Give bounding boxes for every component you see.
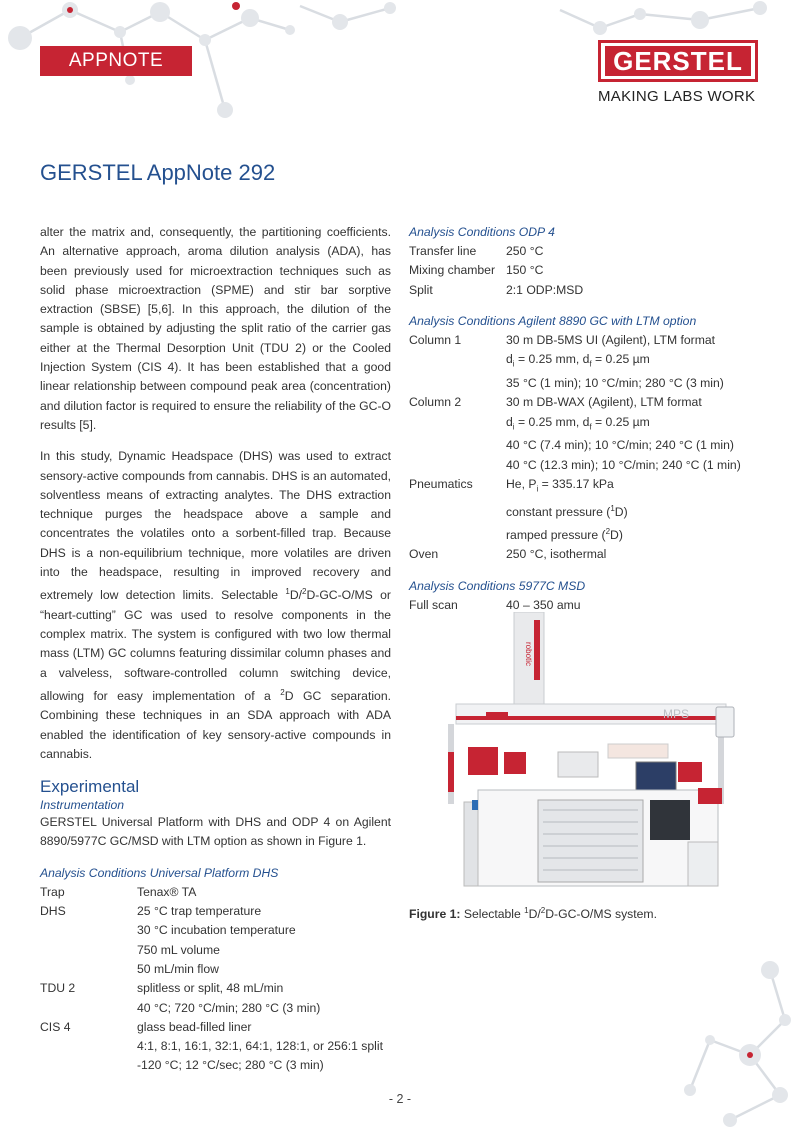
mps-label: MPS (663, 707, 690, 721)
condition-row (40, 902, 391, 921)
condition-key (40, 1037, 137, 1056)
condition-value: 250 °C (506, 244, 544, 258)
pneumatics-ramped: ramped pressure ($^2$D) (506, 526, 623, 542)
pneumatics-row: Pneumatics He, $P_i = 335.17$ kPa (409, 476, 614, 494)
condition-row (40, 999, 391, 1018)
instrument-photo (428, 612, 750, 902)
odp-conditions-title: Analysis Conditions ODP 4 (409, 225, 555, 239)
condition-key: Transfer line (409, 244, 477, 258)
column2-program-2: 40 °C (12.3 min); 10 °C/min; 240 °C (1 min) (506, 457, 741, 472)
column1-dims: $d_i = 0.25$ mm, $d_f = 0.25$ µm (506, 352, 650, 369)
document-title: GERSTEL AppNote 292 (40, 160, 276, 185)
condition-key (40, 960, 137, 979)
condition-key: Mixing chamber (409, 263, 496, 278)
condition-row (40, 960, 391, 979)
condition-key: Trap (40, 884, 65, 899)
condition-key: DHS (40, 904, 66, 919)
column2-program-1: 40 °C (7.4 min); 10 °C/min; 240 °C (1 min) (506, 438, 734, 453)
condition-key (40, 999, 137, 1018)
logo-tagline: MAKING LABS WORK (598, 88, 756, 105)
condition-row (409, 261, 769, 280)
paragraph-intro: alter the matrix and, consequently, the partitioning coefficients. An alternative approach, aroma dilution analysis (ADA), has been previously used for microextraction techniques such as solid phase microextraction (SPME) and stir bar sorptive extraction (SBSE) [5,6]. In this approach, the dilution of the sample is obtained by adjusting the split ratio of the carrier gas either at the Thermal Desorption Unit (TDU 2) or the Cooled Injection System (CIS 4). It has been established that a good linear relationship between compound peak area (concentration) and dilution factor is required to ensure the reliability of the GC-O results [5]. (40, 225, 391, 432)
pneumatics-constant: constant pressure ($^1$D) (506, 503, 628, 519)
figure-caption: Figure 1: Selectable $^1$D/$^2$D-GC-O/MS system. (409, 906, 657, 922)
condition-value: 750 mL volume (137, 942, 220, 957)
condition-key: Split (409, 282, 433, 297)
condition-row (40, 1037, 391, 1056)
condition-row (40, 941, 391, 960)
right-column (409, 223, 769, 615)
full-scan-row: Full scan 40 – 350 amu (409, 597, 581, 612)
robotic-label: robotic (524, 642, 533, 667)
condition-row (40, 979, 391, 998)
condition-value: 4:1, 8:1, 16:1, 32:1, 64:1, 128:1, or 256:1 split (137, 1039, 383, 1054)
odp-conditions-table (409, 242, 769, 300)
condition-value: 25 °C trap temperature (137, 904, 262, 919)
condition-value: 30 °C incubation temperature (137, 923, 296, 938)
condition-value: Tenax® TA (137, 884, 197, 899)
condition-row (40, 1056, 391, 1075)
left-column (40, 223, 391, 1076)
condition-row (409, 281, 769, 300)
condition-key (40, 941, 137, 960)
condition-key (40, 1056, 137, 1075)
condition-row (40, 883, 391, 902)
experimental-heading: Experimental (40, 777, 140, 797)
up-conditions-table (40, 883, 391, 1076)
condition-row (40, 1018, 391, 1037)
condition-row (409, 242, 769, 261)
condition-value: -120 °C; 12 °C/sec; 280 °C (3 min) (137, 1058, 324, 1073)
paragraph-study: In this study, Dynamic Headspace (DHS) was used to extract sensory-active compounds from cannabis. DHS is an automated, solventless means of extracting analytes. The DHS extraction technique purges the headspace above a sample and concentrates the volatiles onto a sorbent-filled trap. Because DHS is a non-equilibrium technique, more volatiles are driven into the headspace, resulting in improved recovery and extremely low detection limits. Selectable $^1$D/$^2$D-GC-O/MS or “heart-cutting” GC was used to resolve components in the complex matrix. The system is configured with two low thermal mass (LTM) GC columns featuring dissimilar column phases and a valveless, software-controlled column switching device, allowing for easy implementation of a $^2$D GC separation. Combining these techniques in an SDA approach with ADA enabled the identification of key sensory-active compounds in cannabis. (40, 449, 391, 761)
column2-row: Column 2 30 m DB-WAX (Agilent), LTM format (409, 395, 702, 410)
logo-text: GERSTEL (605, 46, 751, 76)
msd-conditions-title: Analysis Conditions 5977C MSD (409, 578, 586, 593)
column2-dims: $d_i = 0.25$ mm, $d_f = 0.25$ µm (506, 414, 650, 431)
condition-value: splitless or split, 48 mL/min (137, 981, 284, 996)
condition-row (40, 921, 391, 940)
page-number: - 2 - (388, 1092, 412, 1106)
gc-conditions-title: Analysis Conditions Agilent 8890 GC with LTM option (409, 313, 697, 328)
gerstel-logo (598, 40, 758, 82)
condition-value: 2:1 ODP:MSD (506, 282, 584, 297)
column1-program: 35 °C (1 min); 10 °C/min; 280 °C (3 min) (506, 375, 724, 390)
up-conditions-title: Analysis Conditions Universal Platform DHS (40, 865, 279, 880)
condition-key: CIS 4 (40, 1019, 71, 1034)
instrumentation-text: GERSTEL Universal Platform with DHS and ODP 4 on Agilent 8890/5977C GC/MSD with LTM option as shown in Figure 1. (40, 815, 391, 849)
instrumentation-heading: Instrumentation (40, 798, 125, 813)
condition-value: 150 °C (506, 263, 544, 278)
condition-value: glass bead-filled liner (137, 1019, 252, 1034)
condition-key: TDU 2 (40, 981, 76, 996)
oven-row: Oven 250 °C, isothermal (409, 547, 607, 562)
condition-value: 40 °C; 720 °C/min; 280 °C (3 min) (137, 1000, 321, 1015)
column1-row: Column 1 30 m DB-5MS UI (Agilent), LTM format (409, 332, 716, 347)
condition-value: 50 mL/min flow (137, 961, 219, 976)
appnote-badge: APPNOTE (40, 46, 192, 76)
condition-key (40, 921, 137, 940)
